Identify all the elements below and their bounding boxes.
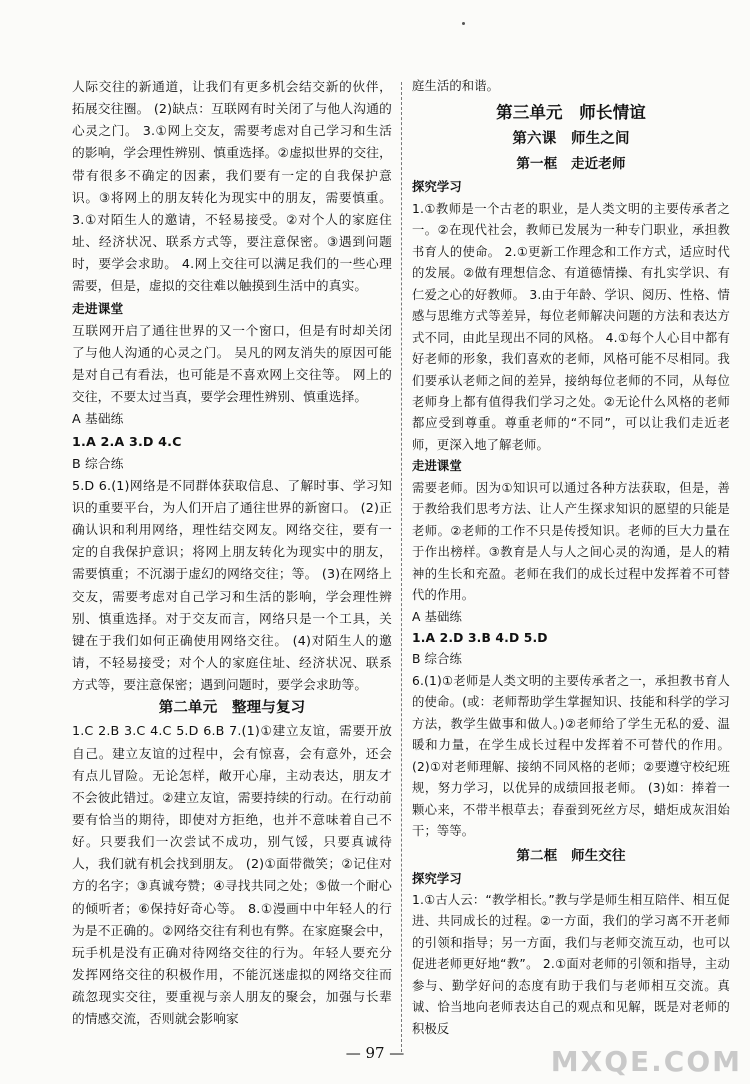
paragraph: 1.C 2.B 3.C 4.C 5.D 6.B 7.(1)①建立友谊，需要开放自己。建立友谊的过程中，会有惊喜，会有意外，还会有点儿冒险。无论怎样，敞开心扉，主动表达，朋友才不会彼此错过。②建立友谊，需要持续的行动。在行动前要有恰当的期待，即使对方拒绝，也并不意味着自己不好。只要我们一次尝试不成功，别气馁，只要真诚待人，我们就有机会找到朋友。 (2)①面带微笑；②记住对方的名字；③真诚夸赞；④寻找共同之处；⑤做一个耐心的倾听者；⑥保持好奇心等。 8.①漫画中中年轻人的行为是不正确的。②网络交往有利也有弊。在家庭聚会中，玩手机是没有正确对待网络交往的行为。年轻人要充分发挥网络交往的积极作用，不能沉迷虚拟的网络交往而疏忽现实交往，要重视与亲人朋友的聚会，加强与长辈的情感交流，否则就会影响家 xyxy=(72,723,392,1027)
exercise-label: B 综合练 xyxy=(72,455,124,471)
unit-title: 第二单元 整理与复习 xyxy=(158,700,306,717)
paragraph: 1.①古人云：“教学相长。”教与学是师生相互陪伴、相互促进、共同成长的过程。②一方面，我们的学习离不开老师的引领和指导；另一方面，我们与老师交流互动，也可以促进老师更好地“教”。 2.①面对老师的引领和指导，主动参与、勤学好问的态度有助于我们与老师相互交流。真诚、恰当地向老师表达自己的观点和见解，既是对老师的积极反 xyxy=(412,892,730,1036)
exercise-label: A 基础练 xyxy=(412,609,462,624)
section-heading: 走进课堂 xyxy=(72,300,124,316)
paragraph: 1.①教师是一个古老的职业，是人类文明的主要传承者之一。②在现代社会，教师已发展为一种专门职业，承担教书育人的使命。 2.①更新工作理念和工作方式，适应时代的发展。②做有理想信念、有道德情操、有扎实学识、有仁爱之心的好教师。 3.由于年龄、学识、阅历、性格、情感与思维方式等差异，每位老师解决问题的方法和表达方式不同，由此呈现出不同的风格。 4.①每个人心目中都有好老师的形象，我们喜欢的老师，风格可能不尽相同。我们要承认老师之间的差异，接纳每位老师的不同，从每位老师身上都有值得我们学习之处。②无论什么风格的老师都应受到尊重。尊重老师的“不同”，可以让我们走近老师，更深入地了解老师。 xyxy=(412,201,730,452)
unit-title: 第三单元 师长情谊 xyxy=(496,103,646,123)
paragraph: 人际交往的新通道，让我们有更多机会结交新的伙伴，拓展交往圈。 (2)缺点：互联网有时关闭了与他人沟通的心灵之门。 3.①网上交友，需要考虑对自己学习和生活的影响，学会理性辨别、慎重选择。②虚拟世界的交往，带有很多不确定的因素，我们要有一定的自我保护意识。③将网上的朋友转化为现实中的朋友，需要慎重。 3.①对陌生人的邀请，不轻易接受。②对个人的家庭住址、经济状况、联系方式等，要注意保密。③遇到问题时，要学会求助。 4.网上交往可以满足我们的一些心理需要，但是，虚拟的交往难以触摸到生活中的真实。 xyxy=(72,79,392,294)
exercise-label: B 综合练 xyxy=(412,652,462,667)
section-heading: 探究学习 xyxy=(412,871,462,886)
paragraph: 5.D 6.(1)网络是不同群体获取信息、了解时事、学习知识的重要平台，为人们开启了通往世界的新窗口。 (2)正确认识和利用网络，理性结交网友。网络交往，要有一定的自我保护意识；将网上朋友转化为现实中的朋友，需要慎重；不沉溺于虚幻的网络交往；等。 (3)在网络上交友，需要考虑对自己学习和生活的影响，学会理性辨别、慎重选择。对于交友而言，网络只是一个工具，关键在于我们如何正确使用网络交往。 (4)对陌生人的邀请，不轻易接受；对个人的家庭住址、经济状况、联系方式等，要注意保密；遇到问题时，要学会求助等。 xyxy=(72,477,392,693)
paragraph: 互联网开启了通往世界的又一个窗口，但是有时却关闭了与他人沟通的心灵之门。 吴凡的网友消失的原因可能是对自己有看法，也可能是不喜欢网上交往等。 网上的交往，不要太过当真，要学会理性辨别、慎重选择。 xyxy=(72,322,392,405)
paragraph: 需要老师。因为①知识可以通过各种方法获取，但是，善于教给我们思考方法、让人产生探求知识的愿望的只能是老师。②老师的工作不只是传授知识。老师的巨大力量在于作出榜样。③教育是人与人之间心灵的沟通，是人的精神的生长和充盈。老师在我们的成长过程中发挥着不可替代的作用。 xyxy=(412,480,730,603)
paragraph: 庭生活的和谐。 xyxy=(412,79,500,93)
lesson-title: 第六课 师生之间 xyxy=(512,131,630,148)
section-heading: 走进课堂 xyxy=(412,459,462,474)
answer-line: 1.A 2.A 3.D 4.C xyxy=(72,433,182,449)
right-column xyxy=(412,76,730,1040)
left-column xyxy=(72,76,392,1031)
section-heading: 探究学习 xyxy=(412,180,462,195)
frame-title: 第二框 师生交往 xyxy=(516,847,626,864)
print-mark xyxy=(462,22,465,25)
page-number: — 97 — xyxy=(345,1044,405,1062)
frame-title: 第一框 走近老师 xyxy=(516,156,626,173)
exercise-label: A 基础练 xyxy=(72,411,124,427)
paragraph: 6.(1)①老师是人类文明的主要传承者之一，承担教书育人的使命。(或：老师帮助学生掌握知识、技能和科学的学习方法，教学生做事和做人。)②老师给了学生无私的爱、温暖和力量，在学生成长过程中发挥着不可替代的作用。 (2)①对老师理解、接纳不同风格的老师；②要遵守校纪班规，努力学习，以优异的成绩回报老师。 (3)如：捧着一颗心来，不带半根草去；春蚕到死丝方尽，蜡炬成灰泪始干；等等。 xyxy=(412,673,730,839)
watermark: MXQE.COM xyxy=(550,1045,742,1078)
column-divider xyxy=(401,82,402,1052)
answer-line: 1.A 2.D 3.B 4.D 5.D xyxy=(412,630,548,645)
